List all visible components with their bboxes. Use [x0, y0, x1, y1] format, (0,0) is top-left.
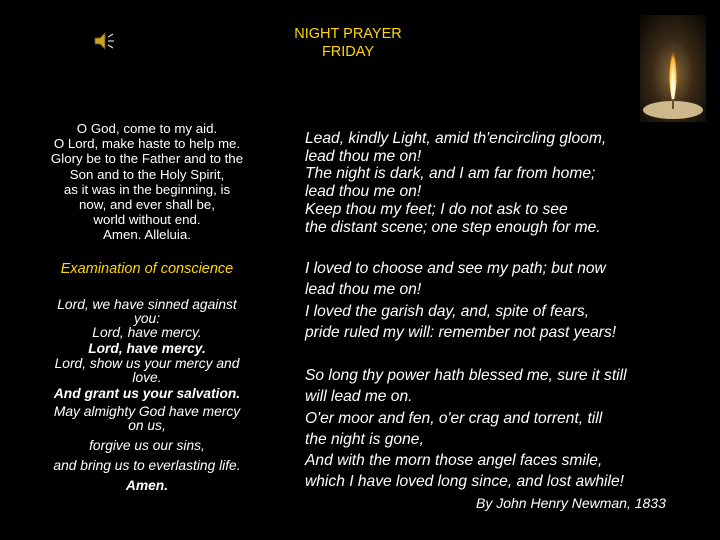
hymn-line: The night is dark, and I am far from home; [305, 165, 596, 183]
examination-heading: Examination of conscience [60, 261, 234, 277]
hymn-line: I loved to choose and see my path; but now [305, 260, 606, 277]
hymn-line: will lead me on. [305, 388, 413, 406]
hymn-line: lead thou me on! [305, 281, 422, 299]
litany-line: love. [132, 370, 162, 385]
title-line-1: NIGHT PRAYER [294, 26, 402, 42]
litany-line: and bring us to everlasting life. [53, 458, 241, 473]
litany-line: on us, [128, 418, 166, 433]
hymn-line: lead thou me on! [305, 183, 422, 201]
hymn-line: lead thou me on! [305, 147, 422, 165]
opening-line: O God, come to my aid. [76, 121, 218, 136]
hymn [305, 130, 705, 491]
hymn-line: the distant scene; one step enough for me. [305, 218, 601, 236]
litany-line: Lord, we have sinned against [57, 297, 237, 312]
litany-line: May almighty God have mercy [53, 404, 241, 419]
opening-line: Son and to the Holy Spirit, [69, 166, 225, 182]
hymn-stanza-1 [305, 130, 705, 236]
litany-line: forgive us our sins, [89, 438, 205, 453]
examination-litany [28, 298, 266, 494]
hymn-line: O'er moor and fen, o'er crag and torrent, till [305, 409, 603, 427]
litany-response: And grant us your salvation. [53, 386, 241, 401]
opening-line: now, and ever shall be, [78, 197, 215, 213]
hymn-line: And with the morn those angel faces smile, [305, 452, 603, 470]
hymn-stanza-2 [305, 258, 616, 343]
opening-line: world without end. [93, 212, 201, 228]
opening-line: O Lord, make haste to help me. [53, 136, 241, 152]
litany-response: Amen. [125, 478, 169, 493]
hymn-line: Lead, kindly Light, amid th'encircling gloom, [305, 130, 607, 147]
hymn-attribution: By John Henry Newman, 1833 [476, 495, 666, 511]
litany-line: Lord, have mercy. [92, 325, 202, 340]
hymn-line: the night is gone, [305, 430, 424, 448]
page-title [248, 25, 448, 61]
candle-image [640, 15, 706, 122]
speaker-icon[interactable] [92, 30, 118, 52]
title-line-2: FRIDAY [321, 44, 375, 60]
opening-prayer [28, 121, 266, 243]
litany-line: Lord, show us your mercy and [54, 356, 240, 371]
hymn-line: Keep thou my feet; I do not ask to see [305, 200, 568, 218]
hymn-line: pride ruled my will: remember not past years! [305, 323, 617, 341]
opening-line: Glory be to the Father and to the [50, 151, 244, 167]
litany-response: Lord, have mercy. [88, 341, 206, 356]
opening-line: Amen. Alleluia. [103, 227, 191, 243]
opening-line: as it was in the beginning, is [63, 181, 231, 197]
hymn-line: I loved the garish day, and, spite of fears, [305, 302, 590, 320]
hymn-line: which I have loved long since, and lost awhile! [305, 473, 624, 491]
hymn-stanza-3 [305, 365, 627, 493]
hymn-line: So long thy power hath blessed me, sure it still [305, 367, 627, 384]
litany-line: you: [133, 311, 161, 326]
